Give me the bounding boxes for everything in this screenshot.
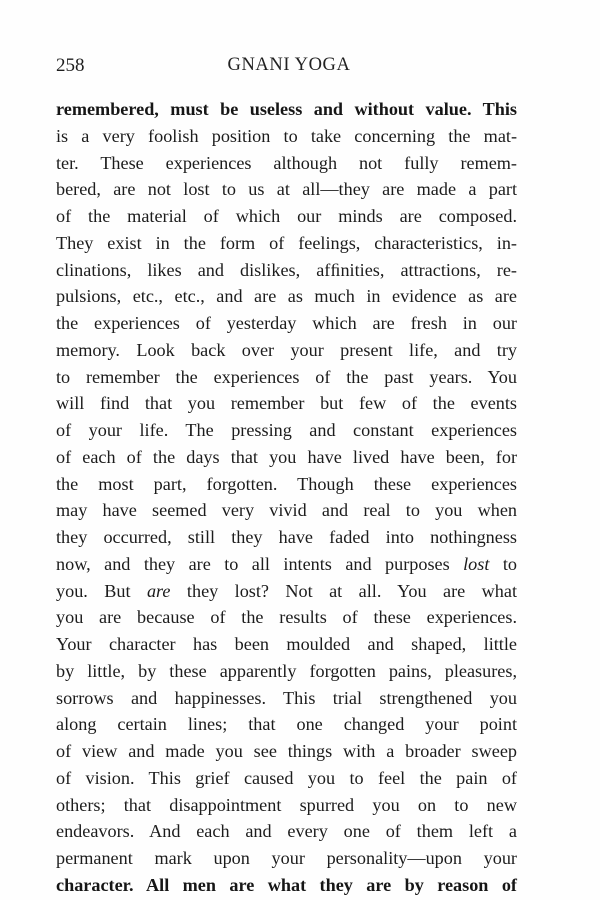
text-line: of your life. The pressing and constant experiences (56, 420, 517, 440)
text-line: along certain lines; that one changed your point (56, 714, 517, 735)
text-line: Your character has been moulded and shaped, little (56, 634, 517, 654)
text-line: the experiences of yesterday which are fresh in our (56, 313, 517, 333)
text-line: memory. Look back over your present life, and try (56, 339, 517, 360)
text-line: others; that disappointment spurred you on to new (56, 794, 517, 815)
text-line: to remember the experiences of the past years. You (56, 366, 517, 387)
text-line: remembered, must be useless and without value. This (56, 99, 517, 119)
text-line: of view and made you see things with a broader sweep (56, 741, 517, 761)
text-line: they occurred, still they have faded into nothingness (56, 527, 517, 547)
text-line: you. But are they lost? Not at all. You are what (56, 580, 517, 601)
body-text (56, 96, 517, 899)
page-number: 258 (56, 55, 85, 76)
running-title: GNANI YOGA (227, 55, 351, 75)
text-line: ter. These experiences although not fully remem- (56, 152, 517, 173)
text-line: now, and they are to all intents and purposes lost to (56, 553, 517, 574)
running-head (56, 55, 516, 79)
text-line: bered, are not lost to us at all—they are made a part (56, 179, 517, 200)
text-line: by little, by these apparently forgotten pains, pleasures, (56, 660, 517, 681)
text-line: of vision. This grief caused you to feel the pain of (56, 767, 517, 788)
text-line: permanent mark upon your personality—upon your (56, 848, 517, 868)
text-line: clinations, likes and dislikes, afﬁnities, attractions, re- (56, 259, 517, 280)
text-line: will find that you remember but few of the events (56, 393, 517, 414)
italic-emphasis: lost (463, 553, 490, 574)
text-line: They exist in the form of feelings, characteristics, in- (56, 232, 517, 253)
text-line: is a very foolish position to take concerning the mat- (56, 125, 517, 146)
text-line: may have seemed very vivid and real to you when (56, 500, 517, 521)
text-line: of each of the days that you have lived have been, for (56, 446, 517, 467)
text-line: endeavors. And each and every one of them left a (56, 821, 517, 842)
text-line: character. All men are what they are by reason of (56, 874, 517, 895)
text-line: sorrows and happinesses. This trial strengthened you (56, 687, 517, 708)
text-line: the most part, forgotten. Though these experiences (56, 473, 517, 494)
italic-emphasis: are (146, 580, 171, 601)
text-line: of the material of which our minds are composed. (56, 206, 517, 226)
text-line: you are because of the results of these experiences. (56, 607, 517, 628)
text-line: pulsions, etc., etc., and are as much in evidence as are (56, 286, 517, 307)
